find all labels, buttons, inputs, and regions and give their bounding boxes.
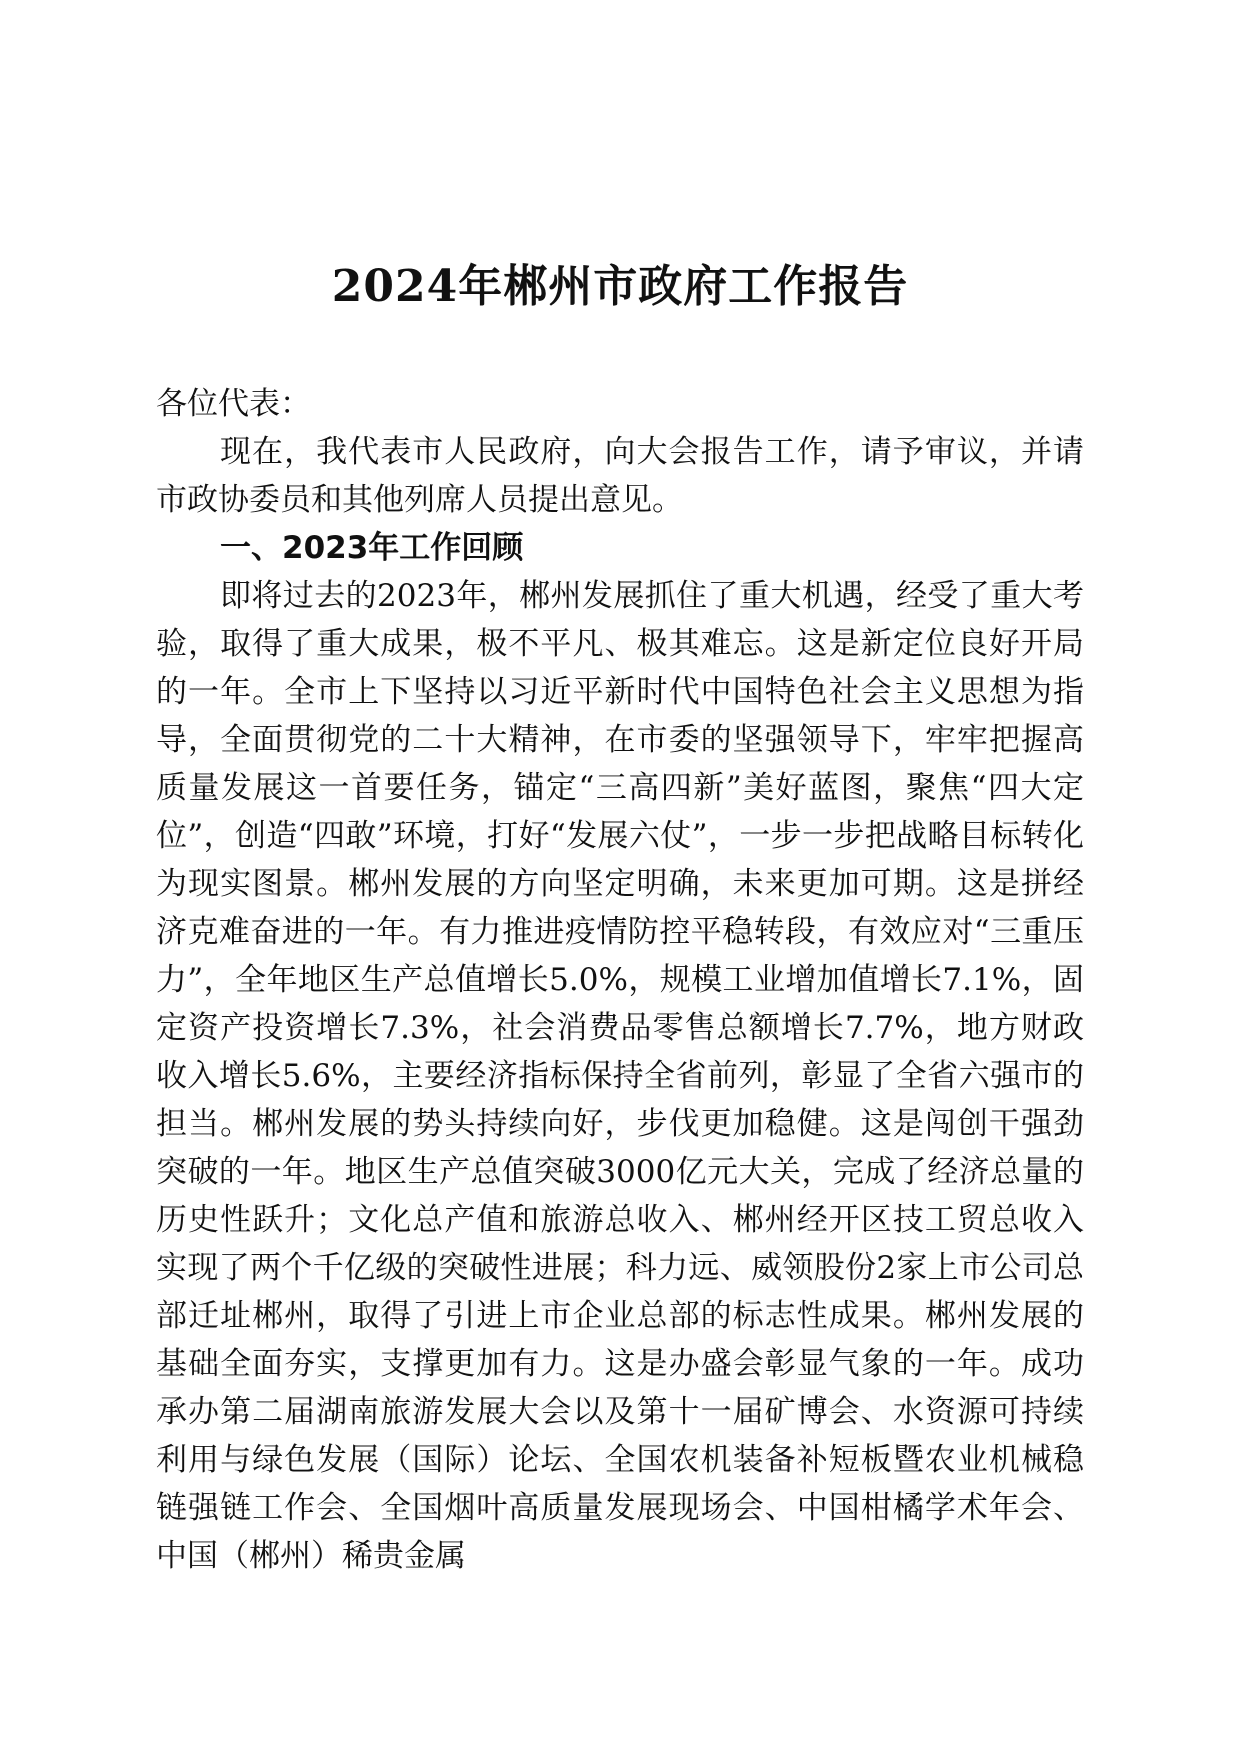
review-paragraph: 即将过去的2023年，郴州发展抓住了重大机遇，经受了重大考验，取得了重大成果，极不平凡、极其难忘。这是新定位良好开局的一年。全市上下坚持以习近平新时代中国特色社会主义思想为指导，全面贯彻党的二十大精神，在市委的坚强领导下，牢牢把握高质量发展这一首要任务，锚定“三高四新”美好蓝图，聚焦“四大定位”，创造“四敢”环境，打好“发展六仗”，一步一步把战略目标转化为现实图景。郴州发展的方向坚定明确，未来更加可期。这是拼经济克难奋进的一年。有力推进疫情防控平稳转段，有效应对“三重压力”，全年地区生产总值增长5.0%，规模工业增加值增长7.1%，固定资产投资增长7.3%，社会消费品零售总额增长7.7%，地方财政收入增长5.6%，主要经济指标保持全省前列，彰显了全省六强市的担当。郴州发展的势头持续向好，步伐更加稳健。这是闯创干强劲突破的一年。地区生产总值突破3000亿元大关，完成了经济总量的历史性跃升；文化总产值和旅游总收入、郴州经开区技工贸总收入实现了两个千亿级的突破性进展；科力远、威领股份2家上市公司总部迁址郴州，取得了引进上市企业总部的标志性成果。郴州发展的基础全面夯实，支撑更加有力。这是办盛会彰显气象的一年。成功承办第二届湖南旅游发展大会以及第十一届矿博会、水资源可持续利用与绿色发展（国际）论坛、全国农机装备补短板暨农业机械稳链强链工作会、全国烟叶高质量发展现场会、中国柑橘学术年会、中国（郴州）稀贵金属 bbox=[156, 578, 1084, 1574]
section-heading: 一、2023年工作回顾 bbox=[220, 530, 524, 566]
document-title: 2024年郴州市政府工作报告 bbox=[331, 261, 909, 313]
opening-paragraph: 现在，我代表市人民政府，向大会报告工作，请予审议，并请市政协委员和其他列席人员提出意见。 bbox=[156, 434, 1084, 518]
salutation: 各位代表： bbox=[156, 386, 311, 422]
document-body bbox=[156, 380, 1084, 1580]
